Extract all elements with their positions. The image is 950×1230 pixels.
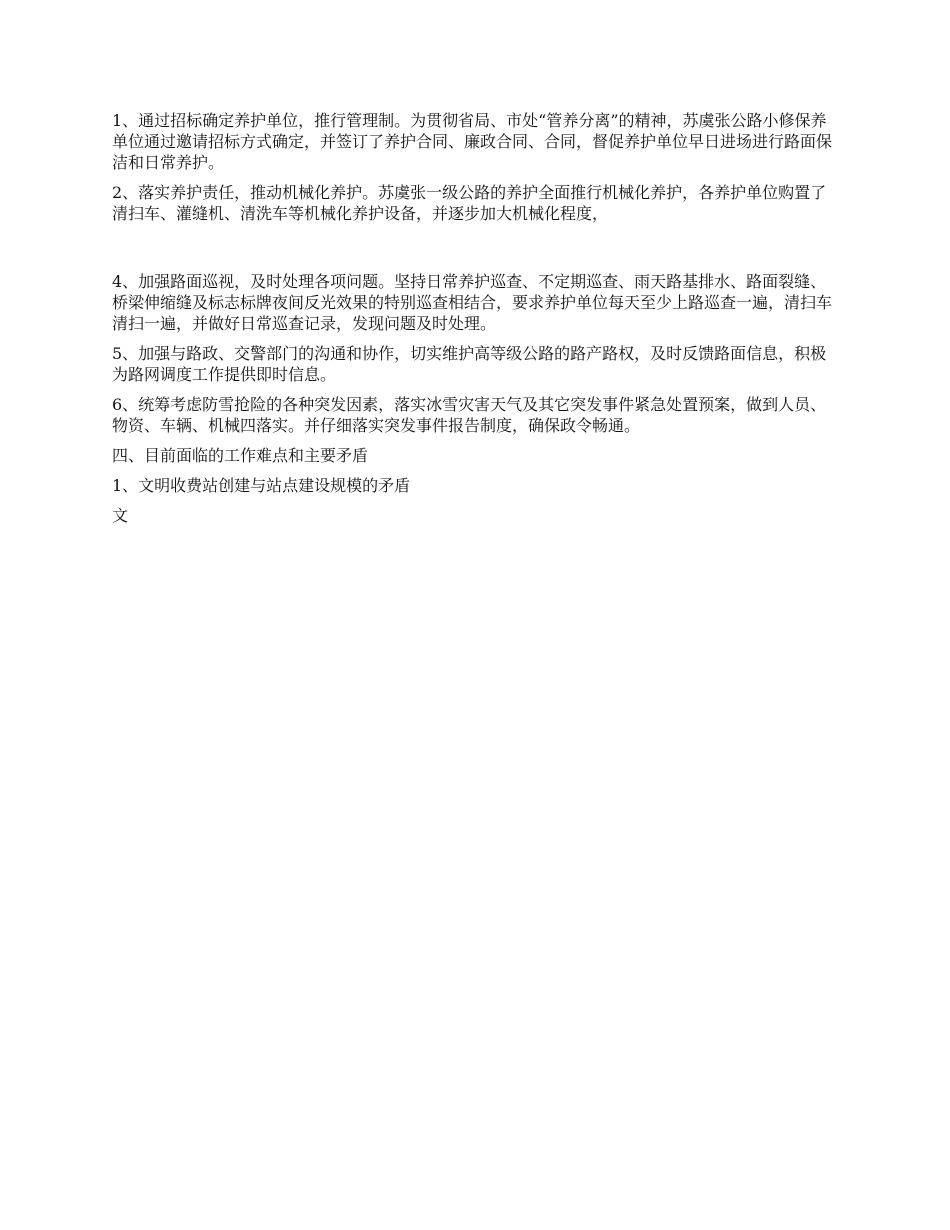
paragraph-2: 2、落实养护责任，推动机械化养护。苏虞张一级公路的养护全面推行机械化养护，各养护单位购置了清扫车、灌缝机、清洗车等机械化养护设备，并逐步加大机械化程度，	[112, 183, 827, 223]
paragraph-6: 6、统筹考虑防雪抢险的各种突发因素，落实冰雪灾害天气及其它突发事件紧急处置预案，做到人员、物资、车辆、机械四落实。并仔细落实突发事件报告制度，确保政令畅通。	[112, 395, 827, 435]
trailing-text: 文	[112, 506, 129, 525]
section-heading: 四、目前面临的工作难点和主要矛盾	[112, 446, 369, 465]
document-body	[112, 110, 842, 535]
paragraph-1: 1、通过招标确定养护单位，推行管理制。为贯彻省局、市处“管养分离”的精神，苏虞张公路小修保养单位通过邀请招标方式确定，并签订了养护合同、廉政合同、合同，督促养护单位早日进场进行路面保洁和日常养护。	[112, 111, 833, 172]
paragraph-gap	[112, 233, 842, 271]
paragraph-4: 4、加强路面巡视，及时处理各项问题。坚持日常养护巡查、不定期巡查、雨天路基排水、路面裂缝、桥梁伸缩缝及标志标牌夜间反光效果的特别巡查相结合，要求养护单位每天至少上路巡查一遍，清扫车清扫一遍，并做好日常巡查记录，发现问题及时处理。	[112, 272, 833, 333]
paragraph-5: 5、加强与路政、交警部门的沟通和协作，切实维护高等级公路的路产路权，及时反馈路面信息，积极为路网调度工作提供即时信息。	[112, 344, 827, 384]
subsection-heading: 1、文明收费站创建与站点建设规模的矛盾	[112, 476, 411, 495]
